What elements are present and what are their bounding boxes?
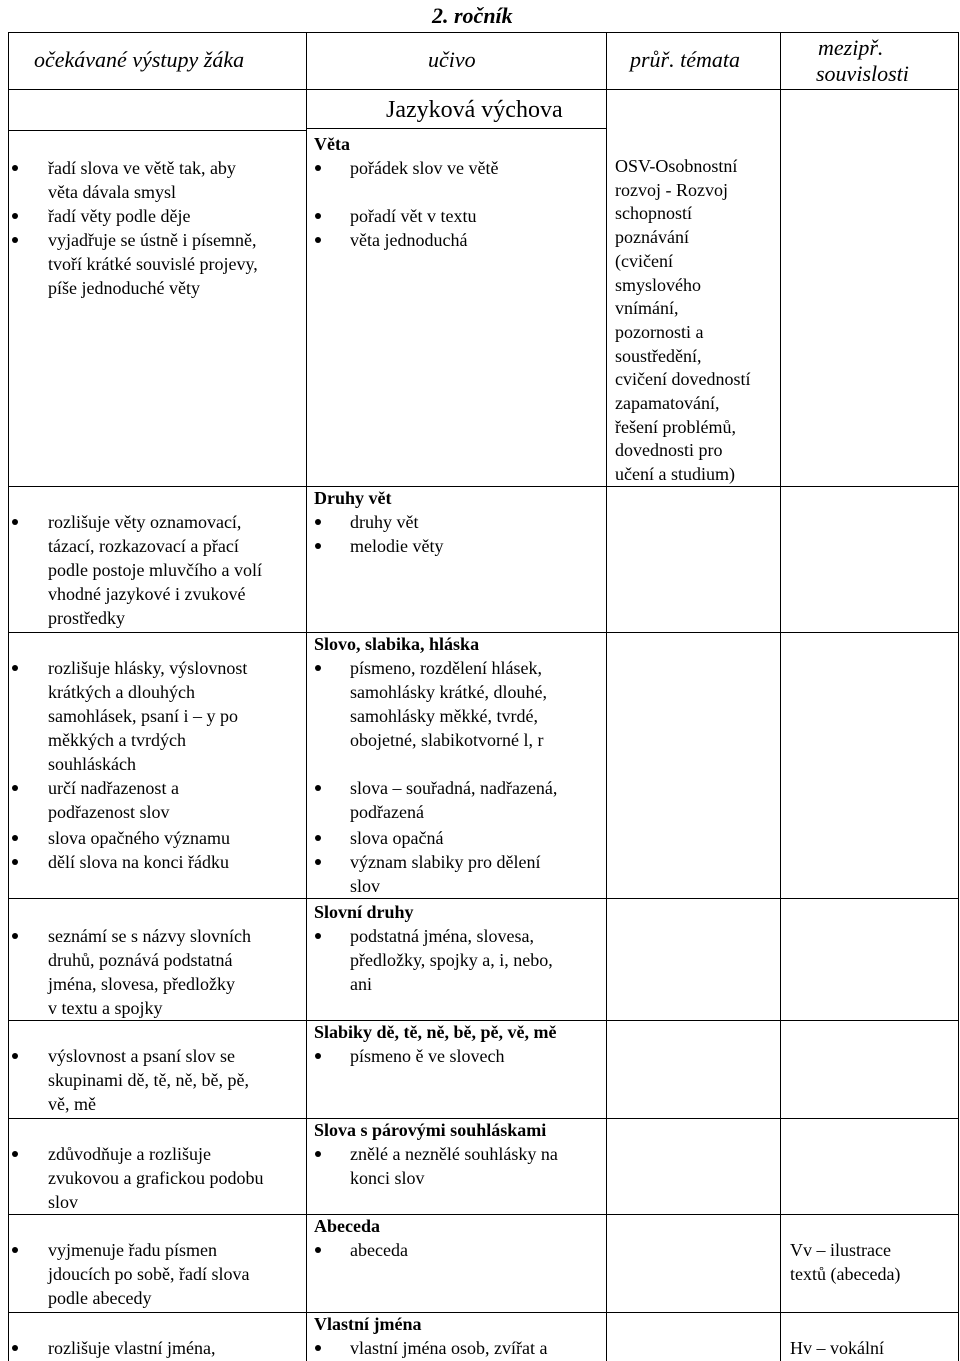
header-bottom-border [8, 89, 959, 90]
row-divider-7 [8, 1214, 959, 1215]
curriculum-bullet [315, 859, 321, 865]
theme-text: dovednosti pro [615, 440, 723, 461]
outcome-text: věta dávala smysl [48, 182, 176, 202]
outcome-text: řadí věty podle děje [48, 206, 191, 226]
theme-text: řešení problémů, [615, 416, 736, 437]
row-divider-4 [8, 898, 959, 899]
row-divider-2 [8, 486, 959, 487]
table-border-right [958, 32, 959, 1361]
curriculum-text: obojetné, slabikotvorné l, r [350, 730, 544, 750]
outcome-text: vě, mě [48, 1094, 96, 1114]
outcome-text: výslovnost a psaní slov se [48, 1046, 235, 1066]
curriculum-heading: Věta [314, 134, 350, 154]
header-themes: průř. témata [630, 47, 740, 72]
header-cross-line2: souvislosti [816, 61, 909, 86]
curriculum-bullet [315, 1345, 321, 1351]
curriculum-text: slova – souřadná, nadřazená, [350, 778, 558, 798]
curriculum-bullet [315, 1247, 321, 1253]
theme-text: vnímání, [615, 298, 679, 319]
curriculum-bullet [315, 213, 321, 219]
outcome-text: souhláskách [48, 754, 136, 774]
curriculum-text: podstatná jména, slovesa, [350, 926, 534, 946]
outcome-text: skupinami dě, tě, ně, bě, pě, [48, 1070, 249, 1090]
curriculum-text: druhy vět [350, 512, 419, 532]
outcome-text: určí nadřazenost a [48, 778, 179, 798]
outcome-bullet [12, 665, 18, 671]
curriculum-heading: Slovo, slabika, hláska [314, 634, 480, 654]
outcome-text: podle postoje mluvčího a volí [48, 560, 262, 580]
theme-text: pozornosti a [615, 321, 704, 342]
theme-text: zapamatování, [615, 393, 720, 413]
curriculum-text: vlastní jména osob, zvířat a [350, 1338, 548, 1358]
curriculum-text: samohlásky měkké, tvrdé, [350, 706, 538, 726]
curriculum-bullet [315, 237, 321, 243]
curriculum-text: věta jednoduchá [350, 230, 468, 250]
outcome-text: měkkých a tvrdých [48, 730, 186, 750]
curriculum-heading: Slovní druhy [314, 902, 414, 922]
table-top-border [8, 32, 959, 33]
outcome-bullet [12, 213, 18, 219]
theme-text: schopností [615, 203, 693, 224]
column-divider-2 [606, 32, 607, 1361]
header-outcomes: očekávané výstupy žáka [34, 47, 245, 72]
row-divider-3 [8, 632, 959, 633]
outcome-text: dělí slova na konci řádku [48, 852, 229, 872]
outcome-text: jména, slovesa, předložky [48, 974, 235, 994]
outcome-text: zdůvodňuje a rozlišuje [48, 1144, 211, 1164]
outcome-text: prostředky [48, 608, 125, 628]
curriculum-bullet [315, 1053, 321, 1059]
curriculum-bullet [315, 835, 321, 841]
outcome-text: tázací, rozkazovací a přací [48, 536, 239, 556]
outcome-bullet [12, 1053, 18, 1059]
outcome-text: samohlásek, psaní i – y po [48, 706, 238, 726]
curriculum-bullet [315, 165, 321, 171]
outcome-text: krátkých a dlouhých [48, 682, 195, 702]
theme-text: cvičení dovedností [615, 369, 751, 390]
theme-text: učení a studium) [615, 464, 735, 485]
curriculum-text: znělé a neznělé souhlásky na [350, 1144, 558, 1164]
outcome-text: vhodné jazykové i zvukové [48, 584, 246, 604]
row-divider-8 [8, 1312, 959, 1313]
theme-text: soustředění, [615, 345, 702, 366]
cross-text: Vv – ilustrace [790, 1240, 891, 1260]
outcome-bullet [12, 835, 18, 841]
section-title-border [306, 128, 607, 129]
header-cross-line1: mezipř. [818, 35, 884, 60]
header-curriculum: učivo [428, 47, 476, 72]
theme-text: smyslového [615, 274, 702, 295]
cross-text: textů (abeceda) [790, 1264, 901, 1284]
outcome-text: řadí slova ve větě tak, aby [48, 158, 236, 178]
curriculum-text: samohlásky krátké, dlouhé, [350, 682, 547, 702]
outcome-bullet [12, 1247, 18, 1253]
outcome-bullet [12, 933, 18, 939]
outcome-text: slova opačného významu [48, 828, 230, 848]
outcome-text: rozlišuje vlastní jména, [48, 1338, 216, 1358]
curriculum-text: abeceda [350, 1240, 408, 1260]
curriculum-text: konci slov [350, 1168, 425, 1188]
column-divider-1 [306, 32, 307, 1361]
curriculum-heading: Druhy vět [314, 488, 392, 508]
outcome-bullet [12, 1345, 18, 1351]
curriculum-heading: Abeceda [314, 1216, 380, 1236]
column-divider-3 [780, 32, 781, 1361]
outcome-text: píše jednoduché věty [48, 278, 200, 298]
curriculum-bullet [315, 785, 321, 791]
theme-text: rozvoj - Rozvoj [615, 179, 728, 200]
outcome-text: slov [48, 1192, 79, 1212]
curriculum-text: slov [350, 876, 381, 896]
outcome-text: druhů, poznává podstatná [48, 950, 233, 970]
outcome-bullet [12, 859, 18, 865]
outcome-bullet [12, 785, 18, 791]
curriculum-heading: Slabiky dě, tě, ně, bě, pě, vě, mě [314, 1022, 557, 1042]
curriculum-text: pořádek slov ve větě [350, 158, 499, 178]
curriculum-text: předložky, spojky a, i, nebo, [350, 950, 553, 970]
outcome-text: seznámí se s názvy slovních [48, 926, 251, 946]
outcome-text: rozlišuje věty oznamovací, [48, 512, 242, 532]
theme-text: (cvičení [615, 250, 673, 271]
curriculum-bullet [315, 1151, 321, 1157]
curriculum-text: podřazená [350, 802, 424, 822]
curriculum-heading: Vlastní jména [314, 1314, 422, 1334]
row-divider-1 [8, 130, 306, 131]
outcome-text: podřazenost slov [48, 802, 170, 822]
curriculum-text: písmeno, rozdělení hlásek, [350, 658, 542, 678]
outcome-bullet [12, 237, 18, 243]
section-title: Jazyková výchova [386, 97, 563, 123]
curriculum-text: význam slabiky pro dělení [350, 852, 541, 872]
table-border-left [8, 32, 9, 1361]
outcome-text: tvoří krátké souvislé projevy, [48, 254, 258, 274]
outcome-bullet [12, 519, 18, 525]
theme-text: OSV-Osobnostní [615, 156, 738, 176]
curriculum-bullet [315, 519, 321, 525]
theme-text: poznávání [615, 227, 689, 248]
outcome-text: zvukovou a grafickou podobu [48, 1168, 264, 1188]
grade-title: 2. ročník [432, 3, 513, 28]
curriculum-bullet [315, 665, 321, 671]
outcome-text: vyjadřuje se ústně i písemně, [48, 230, 257, 250]
outcome-text: rozlišuje hlásky, výslovnost [48, 658, 248, 678]
curriculum-text: písmeno ě ve slovech [350, 1046, 505, 1066]
curriculum-text: ani [350, 974, 372, 994]
outcome-text: podle abecedy [48, 1288, 152, 1308]
outcome-text: jdoucích po sobě, řadí slova [48, 1264, 250, 1284]
curriculum-text: pořadí vět v textu [350, 206, 477, 226]
curriculum-bullet [315, 543, 321, 549]
curriculum-text: slova opačná [350, 828, 444, 848]
outcome-bullet [12, 1151, 18, 1157]
outcome-bullet [12, 165, 18, 171]
curriculum-text: melodie věty [350, 536, 444, 556]
curriculum-bullet [315, 933, 321, 939]
outcome-text: vyjmenuje řadu písmen [48, 1240, 217, 1260]
curriculum-heading: Slova s párovými souhláskami [314, 1120, 547, 1140]
cross-text: Hv – vokální [790, 1338, 884, 1358]
outcome-text: v textu a spojky [48, 998, 163, 1018]
